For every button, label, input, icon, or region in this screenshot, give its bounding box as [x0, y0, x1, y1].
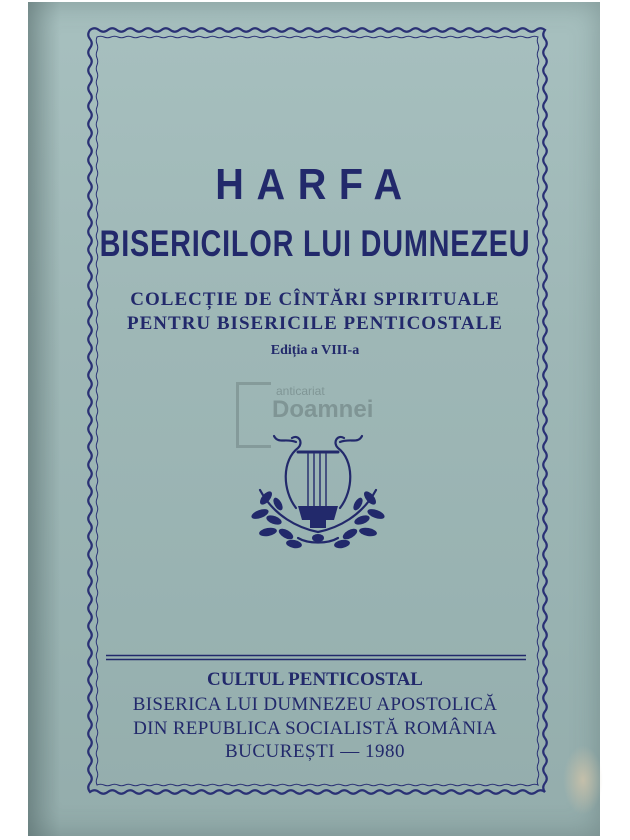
edition-label: Ediția a VIII-a — [270, 343, 360, 358]
publisher-line-1: CULTUL PENTICOSTAL — [207, 669, 423, 690]
publisher-line-3: DIN REPUBLICA SOCIALISTĂ ROMÂNIA — [133, 718, 497, 739]
place-and-year: BUCUREȘTI — 1980 — [224, 741, 406, 762]
publisher-line-2: BISERICA LUI DUMNEZEU APOSTOLICĂ — [132, 694, 498, 715]
worn-corner — [563, 745, 603, 815]
footer-divider — [106, 654, 526, 662]
lyre-with-laurel-wreath-icon — [238, 420, 398, 560]
title-main: HARFA — [215, 160, 415, 209]
title-secondary: BISERICILOR LUI DUMNEZEU — [99, 223, 531, 264]
subtitle-line-2: PENTRU BISERICILE PENTICOSTALE — [127, 313, 503, 334]
subtitle-line-1: COLECȚIE DE CÎNTĂRI SPIRITUALE — [130, 289, 500, 310]
watermark-big-text: Doamnei — [272, 396, 374, 423]
watermark-small-text: anticariat — [276, 384, 325, 398]
